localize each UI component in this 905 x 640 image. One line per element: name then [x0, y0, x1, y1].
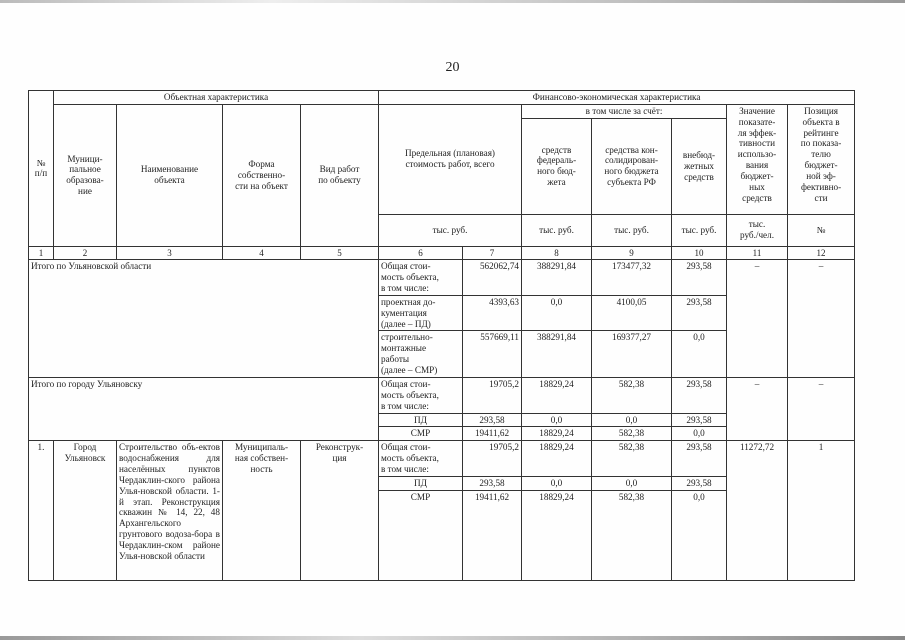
city-row-fed: 0,0 — [522, 413, 592, 427]
header-row-2 — [29, 104, 855, 118]
header-rating: Позиция объекта в рейтинге по показа- телю бюджет- ной эф- фективно- сти — [788, 104, 855, 214]
region-row-fed: 388291,84 — [522, 331, 592, 377]
city-row-name: СМР — [379, 427, 463, 441]
item-name: Строительство объ-ектов водоснабжения для населённых пунктов Чердаклин-ского района Улья-новской области. 1-й этап. Реконструкция скважин № 14, 22, 48 Архангельского грунтового водоза-бора в Чердаклин-ском районе Улья-новской области — [117, 441, 223, 580]
header-efficiency: Значение показате- ля эффек- тивности использо- вания бюджет- ных средств — [727, 104, 788, 214]
region-rating: – — [788, 260, 855, 378]
item-row-total: 19705,2 — [463, 441, 522, 477]
column-number: 2 — [54, 246, 117, 260]
header-object-name: Наименование объекта — [117, 104, 223, 246]
header-fin-char: Финансово-экономическая характеристика — [379, 91, 855, 105]
item-row-name: ПД — [379, 476, 463, 490]
header-max-cost: Предельная (плановая) стоимость работ, всего — [379, 104, 522, 214]
city-row-total: 293,58 — [463, 413, 522, 427]
city-row-reg: 582,38 — [592, 427, 672, 441]
item-row-total: 19411,62 — [463, 490, 522, 580]
city-row-extra: 0,0 — [672, 427, 727, 441]
region-row-fed: 0,0 — [522, 295, 592, 331]
page-number: 20 — [445, 60, 460, 75]
item-row-reg: 582,38 — [592, 490, 672, 580]
header-no: № п/п — [29, 91, 54, 247]
item-no: 1. — [29, 441, 54, 580]
region-row-extra: 293,58 — [672, 295, 727, 331]
city-row-name: Общая стои- мость объекта, в том числе: — [379, 377, 463, 413]
region-total-row-total — [29, 260, 855, 296]
scan-edge-top — [0, 0, 905, 3]
header-regional: средства кон- солидирован- ного бюджета субъекта РФ — [592, 118, 672, 214]
item-row-name: СМР — [379, 490, 463, 580]
header-municipality: Муници- пальное образова- ние — [54, 104, 117, 246]
city-row-extra: 293,58 — [672, 377, 727, 413]
region-eff: – — [727, 260, 788, 378]
city-eff: – — [727, 377, 788, 440]
region-row-extra: 0,0 — [672, 331, 727, 377]
column-number: 8 — [522, 246, 592, 260]
header-federal: средств федераль- ного бюд- жета — [522, 118, 592, 214]
region-row-total: 557669,11 — [463, 331, 522, 377]
city-row-fed: 18829,24 — [522, 377, 592, 413]
region-row-name: проектная до- кументация (далее – ПД) — [379, 295, 463, 331]
column-number: 7 — [463, 246, 522, 260]
item-row-reg: 0,0 — [592, 476, 672, 490]
financial-table — [28, 90, 855, 581]
header-incl: в том числе за счёт: — [522, 104, 727, 118]
city-row-reg: 0,0 — [592, 413, 672, 427]
item-row-fed: 18829,24 — [522, 441, 592, 477]
city-row-extra: 293,58 — [672, 413, 727, 427]
item-row-total: 293,58 — [463, 476, 522, 490]
column-number: 3 — [117, 246, 223, 260]
column-number: 1 — [29, 246, 54, 260]
item-work: Реконструк- ция — [301, 441, 379, 580]
unit-rating: № — [788, 214, 855, 246]
header-work-type: Вид работ по объекту — [301, 104, 379, 246]
item-row-reg: 582,38 — [592, 441, 672, 477]
item-row-fed: 0,0 — [522, 476, 592, 490]
column-numbers-row — [29, 246, 855, 260]
region-row-total: 562062,74 — [463, 260, 522, 296]
region-row-extra: 293,58 — [672, 260, 727, 296]
column-number: 6 — [379, 246, 463, 260]
item-ownership: Муниципаль- ная собствен- ность — [223, 441, 301, 580]
column-number: 11 — [727, 246, 788, 260]
city-row-total: 19411,62 — [463, 427, 522, 441]
item-row-extra: 293,58 — [672, 441, 727, 477]
column-number: 10 — [672, 246, 727, 260]
region-row-fed: 388291,84 — [522, 260, 592, 296]
item-row-total — [29, 441, 855, 477]
region-row-reg: 173477,32 — [592, 260, 672, 296]
scan-edge-bottom — [0, 636, 905, 640]
column-number: 12 — [788, 246, 855, 260]
item-row-name: Общая стои- мость объекта, в том числе: — [379, 441, 463, 477]
unit-extra: тыс. руб. — [672, 214, 727, 246]
item-row-extra: 0,0 — [672, 490, 727, 580]
unit-reg: тыс. руб. — [592, 214, 672, 246]
city-row-fed: 18829,24 — [522, 427, 592, 441]
column-number: 5 — [301, 246, 379, 260]
region-row-name: строительно- монтажные работы (далее – СМР) — [379, 331, 463, 377]
header-object-char: Объектная характеристика — [54, 91, 379, 105]
item-eff: 11272,72 — [727, 441, 788, 580]
header-ownership: Форма собственно- сти на объект — [223, 104, 301, 246]
unit-fed: тыс. руб. — [522, 214, 592, 246]
item-row-fed: 18829,24 — [522, 490, 592, 580]
unit-eff: тыс. руб./чел. — [727, 214, 788, 246]
city-row-total: 19705,2 — [463, 377, 522, 413]
region-total-label: Итого по Ульяновской области — [29, 260, 379, 378]
column-number: 4 — [223, 246, 301, 260]
city-total-label: Итого по городу Ульяновску — [29, 377, 379, 440]
header-row-1 — [29, 91, 855, 105]
column-number: 9 — [592, 246, 672, 260]
region-row-reg: 4100,05 — [592, 295, 672, 331]
item-row-extra: 293,58 — [672, 476, 727, 490]
region-row-reg: 169377,27 — [592, 331, 672, 377]
city-total-row-total — [29, 377, 855, 413]
region-row-name: Общая стои- мость объекта, в том числе: — [379, 260, 463, 296]
item-rating: 1 — [788, 441, 855, 580]
city-rating: – — [788, 377, 855, 440]
region-row-total: 4393,63 — [463, 295, 522, 331]
city-row-name: ПД — [379, 413, 463, 427]
city-row-reg: 582,38 — [592, 377, 672, 413]
header-extra: внебюд- жетных средств — [672, 118, 727, 214]
item-municipality: Город Ульяновск — [54, 441, 117, 580]
unit-cost: тыс. руб. — [379, 214, 522, 246]
